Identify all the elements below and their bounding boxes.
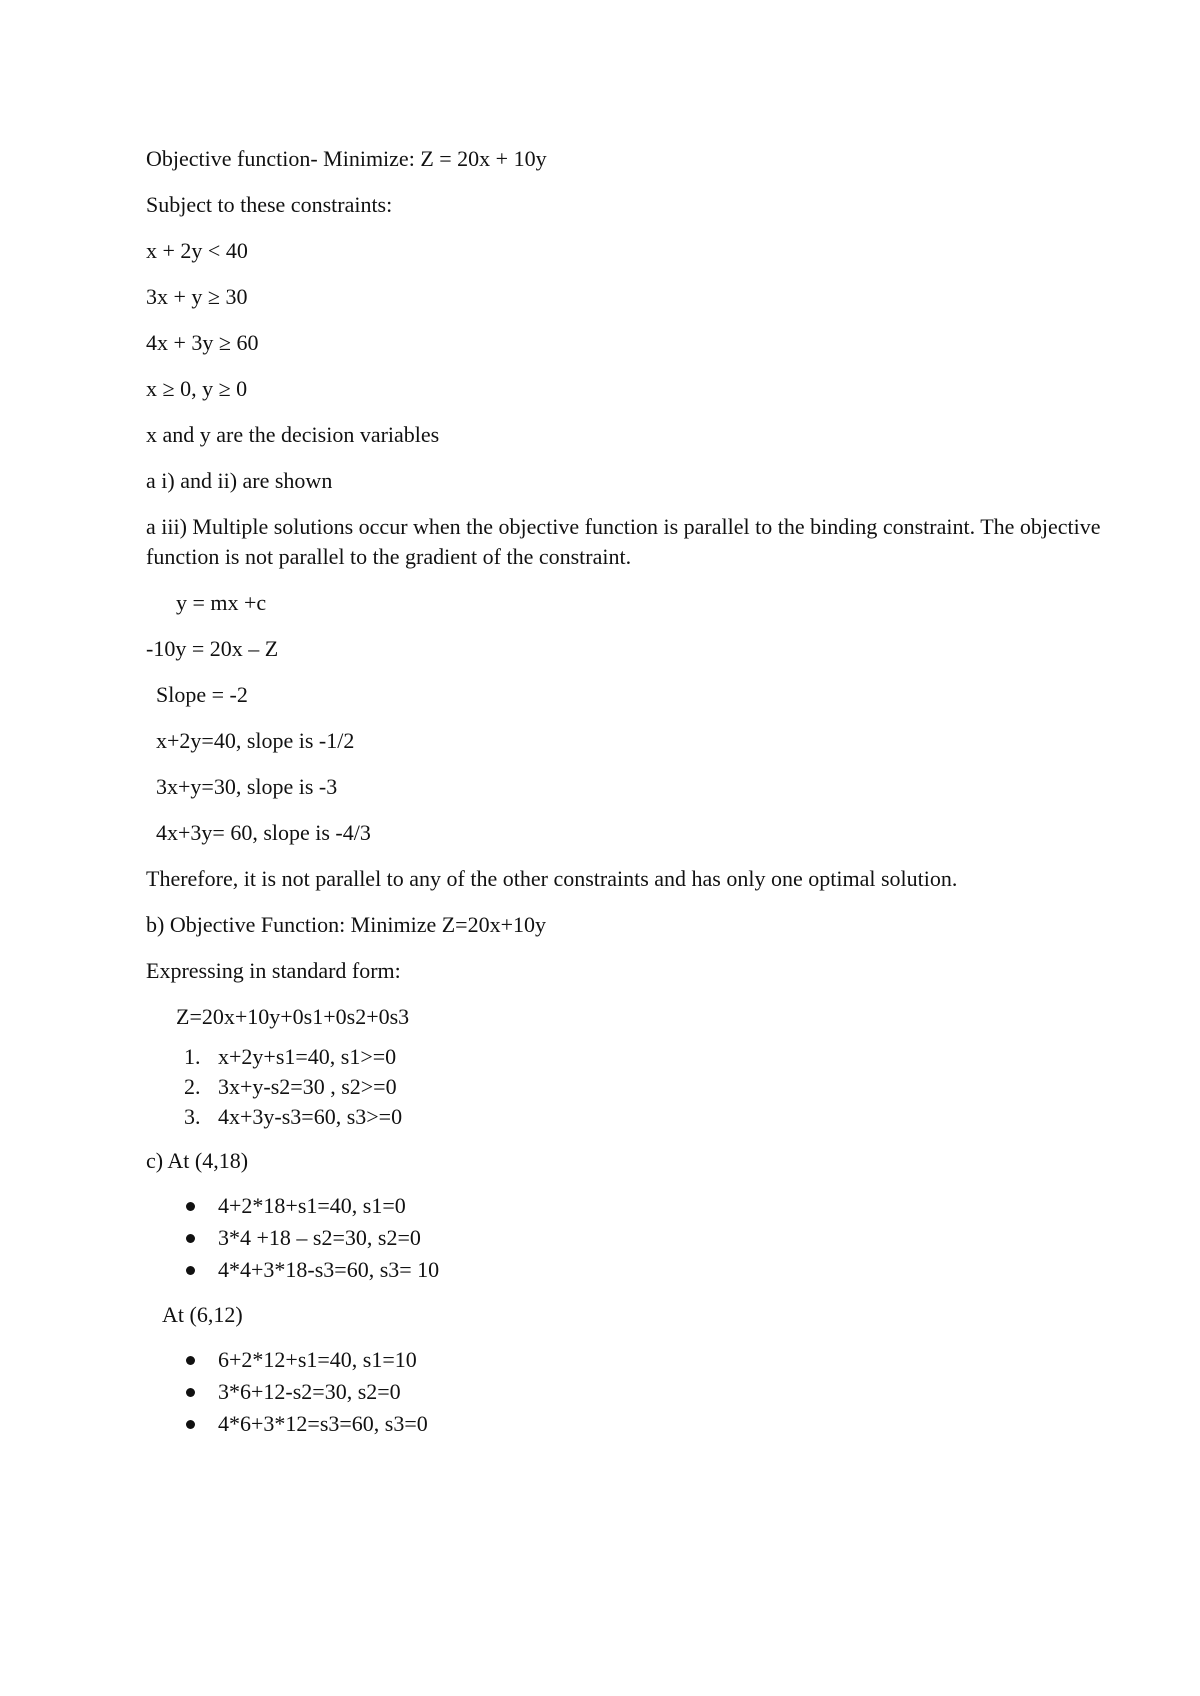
part-a-shown-line: a i) and ii) are shown	[146, 468, 333, 493]
slope-line-4: x+2y=40, slope is -1/2	[156, 728, 355, 753]
list-item	[146, 1344, 1106, 1376]
point1-bullet-list	[146, 1190, 1106, 1286]
standard-form-label: Expressing in standard form:	[146, 958, 401, 983]
list-item-text: 4*6+3*12=s3=60, s3=0	[218, 1411, 428, 1436]
list-number: 3.	[184, 1104, 201, 1129]
standard-form-equation: Z=20x+10y+0s1+0s2+0s3	[176, 1004, 410, 1029]
constraint-line-1: x + 2y < 40	[146, 238, 248, 263]
list-item-text: 6+2*12+s1=40, s1=10	[218, 1347, 417, 1372]
part-a-iii-paragraph: a iii) Multiple solutions occur when the objective function is parallel to the binding constraint. The objective function is not parallel to the gradient of the constraint.	[146, 514, 1101, 569]
standard-form-constraints-list	[146, 1042, 1106, 1132]
list-item	[146, 1190, 1106, 1222]
constraint-line-2: 3x + y ≥ 30	[146, 284, 248, 309]
bullet-icon	[186, 1266, 195, 1275]
part-c-point2-heading: At (6,12)	[162, 1302, 243, 1327]
list-item	[146, 1222, 1106, 1254]
list-item	[146, 1254, 1106, 1286]
list-item-text: 4x+3y-s3=60, s3>=0	[218, 1104, 403, 1129]
list-number: 1.	[184, 1044, 201, 1069]
constraints-intro: Subject to these constraints:	[146, 192, 393, 217]
slope-line-1: y = mx +c	[176, 590, 267, 615]
slope-line-6: 4x+3y= 60, slope is -4/3	[156, 820, 371, 845]
list-item-text: 3*4 +18 – s2=30, s2=0	[218, 1225, 421, 1250]
list-item	[146, 1042, 1106, 1072]
list-item-text: 4+2*18+s1=40, s1=0	[218, 1193, 406, 1218]
slope-line-2: -10y = 20x – Z	[146, 636, 279, 661]
list-item	[146, 1102, 1106, 1132]
slope-line-3: Slope = -2	[156, 682, 248, 707]
decision-variables-line: x and y are the decision variables	[146, 422, 440, 447]
list-number: 2.	[184, 1074, 201, 1099]
non-negativity-line: x ≥ 0, y ≥ 0	[146, 376, 248, 401]
bullet-icon	[186, 1388, 195, 1397]
list-item-text: x+2y+s1=40, s1>=0	[218, 1044, 397, 1069]
list-item	[146, 1408, 1106, 1440]
list-item-text: 3x+y-s2=30 , s2>=0	[218, 1074, 397, 1099]
list-item-text: 3*6+12-s2=30, s2=0	[218, 1379, 401, 1404]
list-item-text: 4*4+3*18-s3=60, s3= 10	[218, 1257, 440, 1282]
list-item	[146, 1376, 1106, 1408]
bullet-icon	[186, 1356, 195, 1365]
conclusion-line: Therefore, it is not parallel to any of the other constraints and has only one optimal solution.	[146, 866, 958, 891]
slope-line-5: 3x+y=30, slope is -3	[156, 774, 338, 799]
bullet-icon	[186, 1234, 195, 1243]
objective-function-line: Objective function- Minimize: Z = 20x + 10y	[146, 146, 547, 171]
constraint-line-3: 4x + 3y ≥ 60	[146, 330, 259, 355]
part-c-point1-heading: c) At (4,18)	[146, 1148, 249, 1173]
document-content	[146, 144, 1106, 1454]
part-b-heading: b) Objective Function: Minimize Z=20x+10y	[146, 912, 546, 937]
bullet-icon	[186, 1202, 195, 1211]
point2-bullet-list	[146, 1344, 1106, 1440]
bullet-icon	[186, 1420, 195, 1429]
list-item	[146, 1072, 1106, 1102]
